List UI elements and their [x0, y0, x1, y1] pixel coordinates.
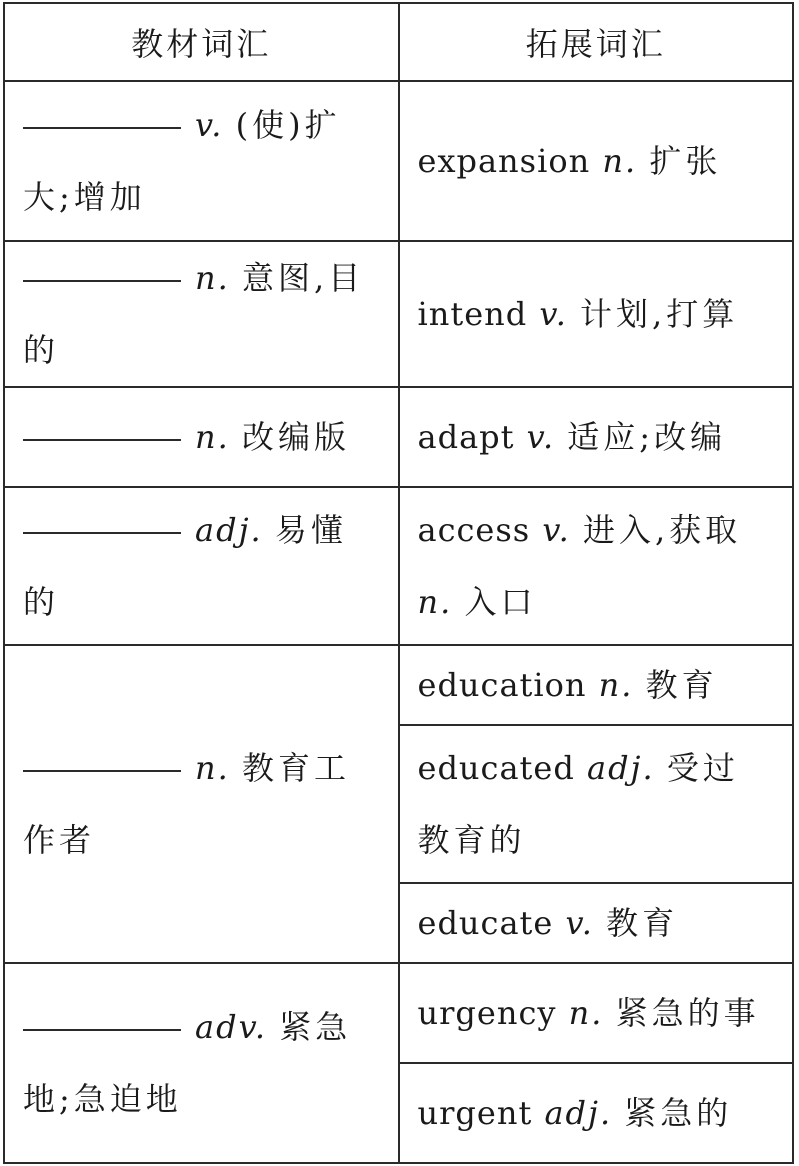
- word: expansion: [417, 142, 591, 180]
- part-of-speech: n.: [195, 418, 230, 456]
- textbook-word-cell: [4, 645, 399, 963]
- part-of-speech: n.: [602, 142, 638, 180]
- textbook-word-cell: [4, 487, 399, 645]
- word: intend: [417, 295, 528, 333]
- extended-word-cell: [399, 241, 794, 387]
- definition: 教育: [645, 666, 718, 704]
- answer-blank[interactable]: [23, 438, 181, 441]
- textbook-word-cell: [4, 963, 399, 1163]
- definition: 教育: [606, 904, 679, 942]
- answer-blank[interactable]: [23, 1028, 181, 1031]
- part-of-speech: adj.: [195, 511, 263, 549]
- textbook-word-cell: [4, 241, 399, 387]
- part-of-speech: adv.: [195, 1008, 268, 1046]
- definition: 教育工作者: [23, 749, 350, 859]
- textbook-word-cell: [4, 387, 399, 487]
- definition: 紧急的: [624, 1094, 733, 1132]
- definition: 进入,获取: [583, 511, 742, 549]
- header-extended-vocabulary: 拓展词汇: [399, 3, 794, 81]
- definition: (使)扩大;增加: [23, 106, 341, 216]
- table-row: [4, 963, 793, 1063]
- definition: 改编版: [241, 418, 350, 456]
- answer-blank[interactable]: [23, 531, 181, 534]
- part-of-speech: n.: [195, 259, 230, 297]
- word: educated: [417, 749, 575, 787]
- answer-blank[interactable]: [23, 769, 181, 772]
- table-row: [4, 241, 793, 387]
- extended-word-cell: [399, 487, 794, 645]
- word: urgent: [417, 1094, 533, 1132]
- part-of-speech: v.: [565, 904, 594, 942]
- part-of-speech: v.: [526, 418, 556, 456]
- word: educate: [417, 904, 554, 942]
- table-row: [4, 487, 793, 645]
- definition: 紧急地;急迫地: [23, 1008, 352, 1118]
- word: access: [417, 511, 531, 549]
- definition: 受过教育的: [417, 749, 739, 859]
- vocabulary-table: [3, 2, 794, 1164]
- header-textbook-vocabulary: 教材词汇: [4, 3, 399, 81]
- word: urgency: [417, 994, 557, 1032]
- extended-word-cell: [399, 1063, 794, 1163]
- word: education: [417, 666, 587, 704]
- extended-word-cell: [399, 883, 794, 963]
- extended-word-cell: [399, 645, 794, 725]
- part-of-speech: v.: [195, 106, 224, 144]
- table-row: [4, 81, 793, 241]
- extended-word-cell: [399, 81, 794, 241]
- part-of-speech: n.: [195, 749, 230, 787]
- part-of-speech: n.: [598, 666, 634, 704]
- definition: 扩张: [649, 142, 722, 180]
- definition: 计划,打算: [580, 295, 739, 333]
- definition: 入口: [464, 583, 537, 621]
- extended-word-cell: [399, 963, 794, 1063]
- answer-blank[interactable]: [23, 126, 181, 129]
- part-of-speech: adj.: [544, 1094, 613, 1132]
- part-of-speech: v.: [542, 511, 571, 549]
- answer-blank[interactable]: [23, 279, 181, 282]
- table-row: [4, 387, 793, 487]
- part-of-speech: v.: [539, 295, 568, 333]
- definition: 适应;改编: [567, 418, 727, 456]
- definition: 易懂的: [23, 511, 347, 621]
- extended-word-cell: [399, 725, 794, 883]
- textbook-word-cell: [4, 81, 399, 241]
- part-of-speech: adj.: [586, 749, 655, 787]
- part-of-speech: n.: [417, 583, 453, 621]
- header-row: [4, 3, 793, 81]
- definition: 意图,目的: [23, 259, 365, 369]
- word: adapt: [417, 418, 515, 456]
- definition: 紧急的事: [615, 994, 760, 1032]
- extended-word-cell: [399, 387, 794, 487]
- part-of-speech: n.: [568, 994, 604, 1032]
- table-row: [4, 645, 793, 725]
